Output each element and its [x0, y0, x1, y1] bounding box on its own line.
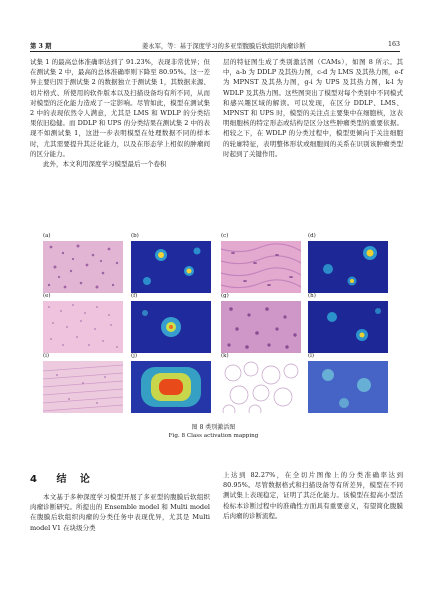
paragraph-results-1: 试集 1 的最高总体准确率达到了 91.23%，表现非常优异；但在测试集 2 中，最高的总体准确率则下降至 80.95%。这一差异主要归因于测试集 2 的数据独立于测试集 1，其数据来源、切片格式、所使用的软件版本以及扫描设备均有所不同，从而对模型的泛化能力造成了一定影响。尽管如此，模型在测试集 2 中的表现依然令人满意，尤其是 LMS 和 WDLP 的分类结果依旧稳健。而 DDLP 和 UPS 的分类结果在测试集 2 中的表现不如测试集 1，这进一步表明模型在处理数据不同的样本时，尤其需要提升其泛化能力，以及在形态学上相似的肿瘤间的区分能力。 [30, 58, 210, 158]
histology-image-e [43, 301, 123, 353]
heatmap-image-f [131, 301, 211, 353]
histology-image-a [43, 241, 123, 293]
paragraph-cam: 层的特征图生成了类别激活图（CAMs），如图 8 所示。其中，a-b 为 DDLP 及其热力图，c-d 为 LMS 及其热力图，e-f 为 MPNST 及其热力图，g-i 为 UPS 及其热力图，k-l 为 WDLP 及其热力图。这些图突出了模型对每个类别中不同模式和感兴趣区域的解读。可以发现，在区分 DDLP、LMS、MPNST 和 UPS 时，模型的关注点主要集中在细胞核，这表明细胞核的特定形态或结构是区分这些肿瘤类型的重要依据。相较之下，在 WDLP 的分类过程中，模型更倾向于关注细胞的轮廓特征，表明整体形状或细胞间的关系在识别该肿瘤类型时起到了关键作用。 [223, 58, 403, 158]
heatmap-image-b [131, 241, 211, 293]
heatmap-image-h [308, 301, 388, 353]
panel-label-f: (f) [131, 293, 138, 299]
paragraph-conclusion-2: 上达到 82.27%，在全切片图像上的分类准确率达到 80.95%。尽管数据格式和扫描设备等有所差异，模型在不同测试集上表现稳定，证明了其泛化能力。该模型在提高小型活检标本诊断过程中的准确性方面具有重要意义，有望简化腹膜后肉瘤的诊断流程。 [223, 471, 403, 520]
histology-image-i [43, 361, 123, 413]
issue-label: 第 3 期 [30, 43, 52, 50]
figure-8 [43, 233, 388, 416]
panel-label-l: (l) [308, 353, 315, 359]
right-column-top [223, 57, 403, 159]
histology-image-g [221, 301, 301, 353]
heatmap-image-d [308, 241, 388, 293]
histology-image-c [221, 241, 301, 293]
running-title: 姜永军，等：基于深度学习的多亚型腹膜后软组织肉瘤诊断 [142, 43, 306, 50]
panel-label-g: (g) [221, 293, 229, 299]
histology-image-k [221, 361, 301, 413]
left-column-top [30, 57, 210, 169]
heatmap-image-j [131, 361, 211, 413]
panel-label-h: (h) [308, 293, 316, 299]
panel-label-d: (d) [308, 233, 316, 239]
figure-caption-cn: 图 8 类别激活图 [191, 424, 236, 431]
panel-label-k: (k) [221, 353, 229, 359]
left-column-bottom [30, 492, 210, 533]
right-column-bottom [223, 470, 403, 521]
section-heading [30, 470, 95, 485]
panel-label-e: (e) [43, 293, 51, 299]
panel-label-b: (b) [131, 233, 139, 239]
heatmap-image-l [308, 361, 388, 413]
panel-label-a: (a) [43, 233, 51, 239]
paragraph-results-2: 此外，本文利用深度学习模型最后一个卷积 [43, 160, 167, 169]
panel-label-c: (c) [221, 233, 229, 239]
section-number: 4 [30, 474, 42, 485]
section-title: 结 论 [56, 474, 95, 485]
header-rule [30, 51, 400, 52]
page-header [30, 38, 400, 52]
figure-caption-en: Fig. 8 Class activation mapping [168, 433, 259, 439]
page-number: 163 [387, 41, 400, 48]
panel-label-i: (i) [43, 353, 50, 359]
paragraph-conclusion-1: 本文基于多种深度学习模型开展了多亚型的腹膜后软组织肉瘤诊断研究。所提出的 Ensemble model 和 Multi model 在腹膜后软组织肉瘤的分类任务中表现优异，尤其是 Multi model V1 在块级分类 [30, 493, 210, 532]
panel-label-j: (j) [131, 353, 137, 359]
